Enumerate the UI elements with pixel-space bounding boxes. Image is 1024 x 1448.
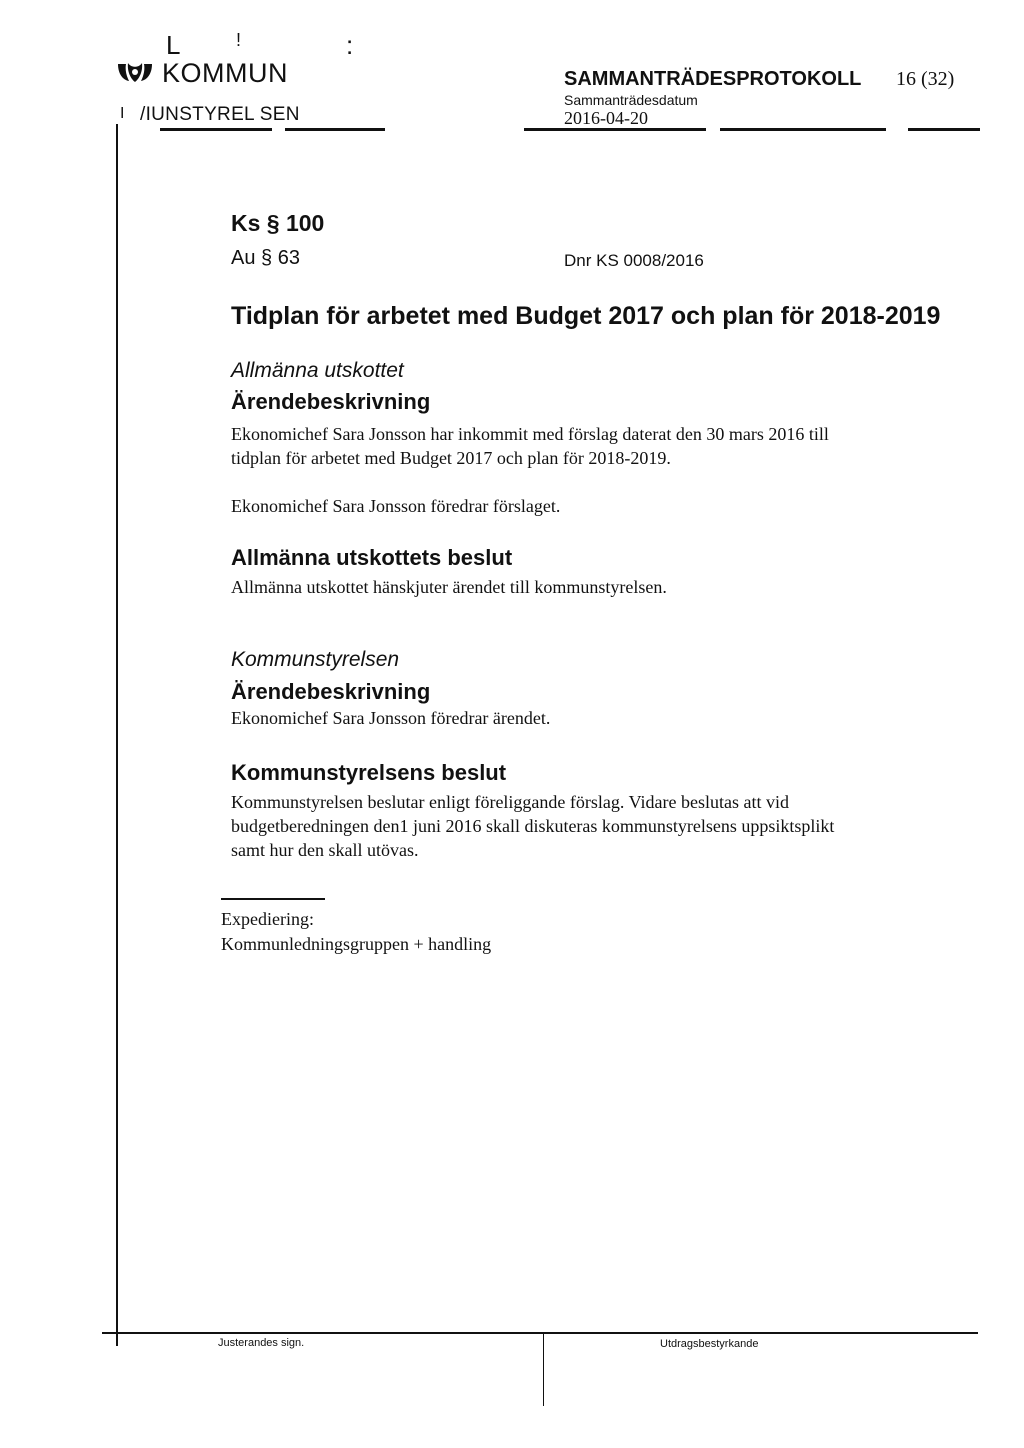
page-number: 16 (32) xyxy=(896,68,955,90)
date-label: Sammanträdesdatum xyxy=(564,92,698,108)
dispatch-rule xyxy=(221,898,325,900)
ks-decision-line: samt hur den skall utövas. xyxy=(231,840,419,860)
header-rule xyxy=(160,128,272,131)
document-type: SAMMANTRÄDESPROTOKOLL xyxy=(564,68,862,90)
header-top-fragment: L xyxy=(166,30,183,60)
header-rule xyxy=(524,128,706,131)
au-description-line: Ekonomichef Sara Jonsson har inkommit med förslag daterat den 30 mars 2016 till xyxy=(231,424,829,444)
page-left-border xyxy=(116,124,118,1346)
au-description-heading: Ärendebeskrivning xyxy=(231,389,431,414)
footer-rule xyxy=(102,1332,978,1334)
header-top-colon: : xyxy=(346,30,354,60)
ks-section-name: Kommunstyrelsen xyxy=(231,648,400,671)
case-diary-number: Dnr KS 0008/2016 xyxy=(564,251,704,270)
footer-divider xyxy=(543,1333,544,1406)
au-description-line: tidplan för arbetet med Budget 2017 och plan för 2018-2019. xyxy=(231,448,671,468)
ks-decision-line: Kommunstyrelsen beslutar enligt föreliggande förslag. Vidare beslutas att vid xyxy=(231,792,789,812)
au-decision-text: Allmänna utskottet hänskjuter ärendet till kommunstyrelsen. xyxy=(231,577,667,597)
municipality-logo-icon xyxy=(115,60,155,86)
ks-presenter-line: Ekonomichef Sara Jonsson föredrar ärendet. xyxy=(231,708,551,728)
dispatch-label: Expediering: xyxy=(221,909,314,929)
header-top-mark: ! xyxy=(236,30,242,50)
au-section-name: Allmänna utskottet xyxy=(231,359,404,382)
board-name: /IUNSTYREL SEN xyxy=(140,104,300,125)
ks-decision-line: budgetberedningen den1 juni 2016 skall diskuteras kommunstyrelsens uppsiktsplikt xyxy=(231,816,835,836)
au-decision-heading: Allmänna utskottets beslut xyxy=(231,545,513,570)
municipality-name: KOMMUN xyxy=(162,58,288,88)
header-rule xyxy=(908,128,980,131)
ks-decision-heading: Kommunstyrelsens beslut xyxy=(231,760,507,785)
board-name-prefix: I xyxy=(120,105,125,122)
ks-description-heading: Ärendebeskrivning xyxy=(231,679,431,704)
au-paragraph-number: Au § 63 xyxy=(231,247,300,269)
dispatch-recipient: Kommunledningsgruppen + handling xyxy=(221,934,492,954)
au-presenter-line: Ekonomichef Sara Jonsson föredrar förslaget. xyxy=(231,496,561,516)
header-rule xyxy=(720,128,886,131)
ks-paragraph-number: Ks § 100 xyxy=(231,210,325,236)
header-rule xyxy=(285,128,385,131)
extract-certification-label: Utdragsbestyrkande xyxy=(660,1338,759,1350)
case-title: Tidplan för arbetet med Budget 2017 och plan för 2018-2019 xyxy=(231,302,941,330)
meeting-date: 2016-04-20 xyxy=(564,108,648,128)
signature-label: Justerandes sign. xyxy=(218,1337,305,1349)
